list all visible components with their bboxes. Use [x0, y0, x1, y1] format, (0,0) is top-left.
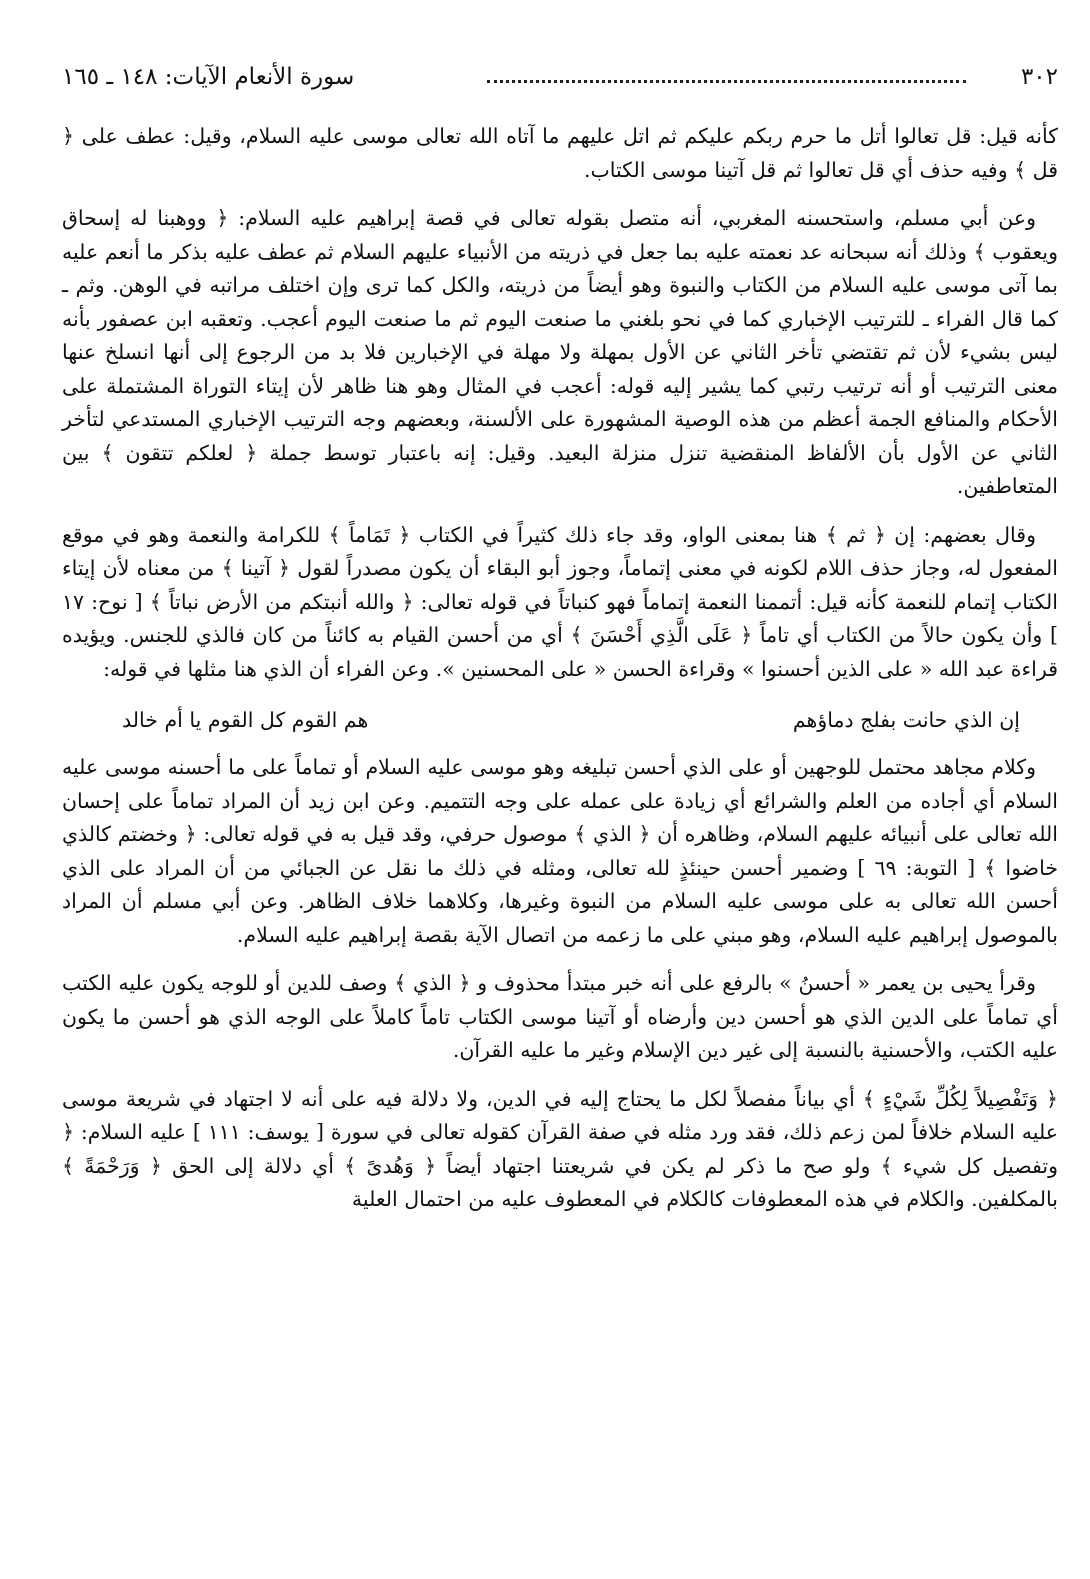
paragraph: كأنه قيل: قل تعالوا أتل ما حرم ربكم عليكم ثم اتل عليهم ما آتاه الله تعالى موسى عليه السلام، وقيل: عطف على ﴿ قل ﴾ وفيه حذف أي قل تعالوا ثم قل آتينا موسى الكتاب. [62, 124, 1058, 182]
paragraph: وقرأ يحيى بن يعمر « أحسنُ » بالرفع على أنه خبر مبتدأ محذوف و ﴿ الذي ﴾ وصف للدين أو للوجه يكون عليه الكتب أي تماماً على الدين الذي هو أحسن دين وأرضاه أو آتينا موسى الكتاب تاماً كاملاً على الوجه الذي هو أحسن ما يكون عليه الكتب، والأحسنية بالنسبة إلى غير دين الإسلام وغير ما عليه القرآن. [62, 971, 1058, 1062]
paragraph: وعن أبي مسلم، واستحسنه المغربي، أنه متصل بقوله تعالى في قصة إبراهيم عليه السلام: ﴿ ووهبنا له إسحاق ويعقوب ﴾ وذلك أنه سبحانه عد نعمته عليه بما جعل في ذريته من الأنبياء عليهم السلام ثم عطف عليه بذكر ما أنعم عليه بما آتى موسى عليه السلام من الكتاب والنبوة وهو أيضاً من ذريته، والكل كما ترى وإن اختلف مراتبه في الوهن. وثم ـ كما قال الفراء ـ للترتيب الإخباري كما في نحو بلغني ما صنعت اليوم ثم ما صنعت اليوم أعجب. وتعقبه ابن عصفور بأنه ليس بشيء لأن ثم تقتضي تأخر الثاني عن الأول بمهلة ولا مهلة في الإخبارين فلا بد من الرجوع إلى أنها انسلخ عنها معنى الترتيب أو أنه ترتيب رتبي كما يشير إليه قوله: أعجب في المثال وهو هنا ظاهر لأن إيتاء التوراة المشتملة على الأحكام والمنافع الجمة أعظم من هذه الوصية المشهورة على الألسنة، وبعضهم وجه الترتيب الإخباري المستدعي لتأخر الثاني عن الأول بأن الألفاظ المنقضية تنزل منزلة البعيد. وقيل: إنه باعتبار توسط جملة ﴿ لعلكم تتقون ﴾ بين المتعاطفين. [62, 206, 1058, 498]
running-title: سورة الأنعام الآيات: ١٤٨ ـ ١٦٥ [62, 64, 355, 90]
poem-first-hemistich: إن الذي حانت بفلج دماؤهم [792, 708, 1020, 732]
header-dotted-leader [487, 60, 966, 83]
paragraph: ﴿ وَتَفْصِيلاً لِكُلِّ شَيْءٍ ﴾ أي بياناً مفصلاً لكل ما يحتاج إليه في الدين، ولا دلالة فيه على أنه لا اجتهاد في شريعة موسى عليه السلام خلافاً لمن زعم ذلك، فقد ورد مثله في صفة القرآن كقوله تعالى في سورة [ يوسف: ١١١ ] عليه السلام: ﴿ وتفصيل كل شيء ﴾ ولو صح ما ذكر لم يكن في شريعتنا اجتهاد أيضاً ﴿ وَهُدىً ﴾ أي دلالة إلى الحق ﴿ وَرَحْمَةً ﴾ بالمكلفين. والكلام في هذه المعطوفات كالكلام في المعطوف عليه من احتمال العلية [62, 1086, 1058, 1211]
document-page [62, 54, 1058, 1559]
page-header [62, 54, 1058, 100]
page-body [62, 120, 1058, 1217]
poem-verse [62, 701, 1058, 751]
page-number: ٣٠٢ [1020, 64, 1058, 90]
paragraph: وقال بعضهم: إن ﴿ ثم ﴾ هنا بمعنى الواو، وقد جاء ذلك كثيراً في الكتاب ﴿ تَمَاماً ﴾ للكرامة والنعمة وهو في موقع المفعول له، وجاز حذف اللام لكونه في معنى إتماماً، وجوز أبو البقاء أن يكون مصدراً لقول ﴿ آتينا ﴾ من معناه لأن إيتاء الكتاب إتمام للنعمة كأنه قيل: أتممنا النعمة إتماماً فهو كنباتاً في قوله تعالى: ﴿ والله أنبتكم من الأرض نباتاً ﴾ [ نوح: ١٧ ] وأن يكون حالاً من الكتاب أي تاماً ﴿ عَلَى الَّذِي أَحْسَنَ ﴾ أي من أحسن القيام به كائناً من كان فالذي للجنس. ويؤيده قراءة عبد الله « على الذين أحسنوا » وقراءة الحسن « على المحسنين ». وعن الفراء أن الذي هنا مثلها في قوله: [62, 522, 1058, 681]
paragraph: وكلام مجاهد محتمل للوجهين أو على الذي أحسن تبليغه وهو موسى عليه السلام أو تماماً على ما أحسنه موسى عليه السلام أي أجاده من العلم والشرائع أي زيادة على عمله على وجه التتميم. وعن ابن زيد أن المراد تماماً على إحسان الله تعالى على أنبيائه عليهم السلام، وظاهره أن ﴿ الذي ﴾ موصول حرفي، وقد قيل به في قوله تعالى: ﴿ وخضتم كالذي خاضوا ﴾ [ التوبة: ٦٩ ] وضمير أحسن حينئذٍ لله تعالى، ومثله في ذلك ما نقل عن الجبائي من أن المراد على الذي أحسن الله تعالى به على موسى عليه السلام من النبوة وغيرها، وكلاهما خلاف الظاهر. وعن أبي مسلم أن المراد بالموصول إبراهيم عليه السلام، وهو مبني على ما زعمه من اتصال الآية بقصة إبراهيم عليه السلام. [62, 755, 1059, 947]
poem-second-hemistich: هم القوم كل القوم يا أم خالد [122, 708, 369, 732]
